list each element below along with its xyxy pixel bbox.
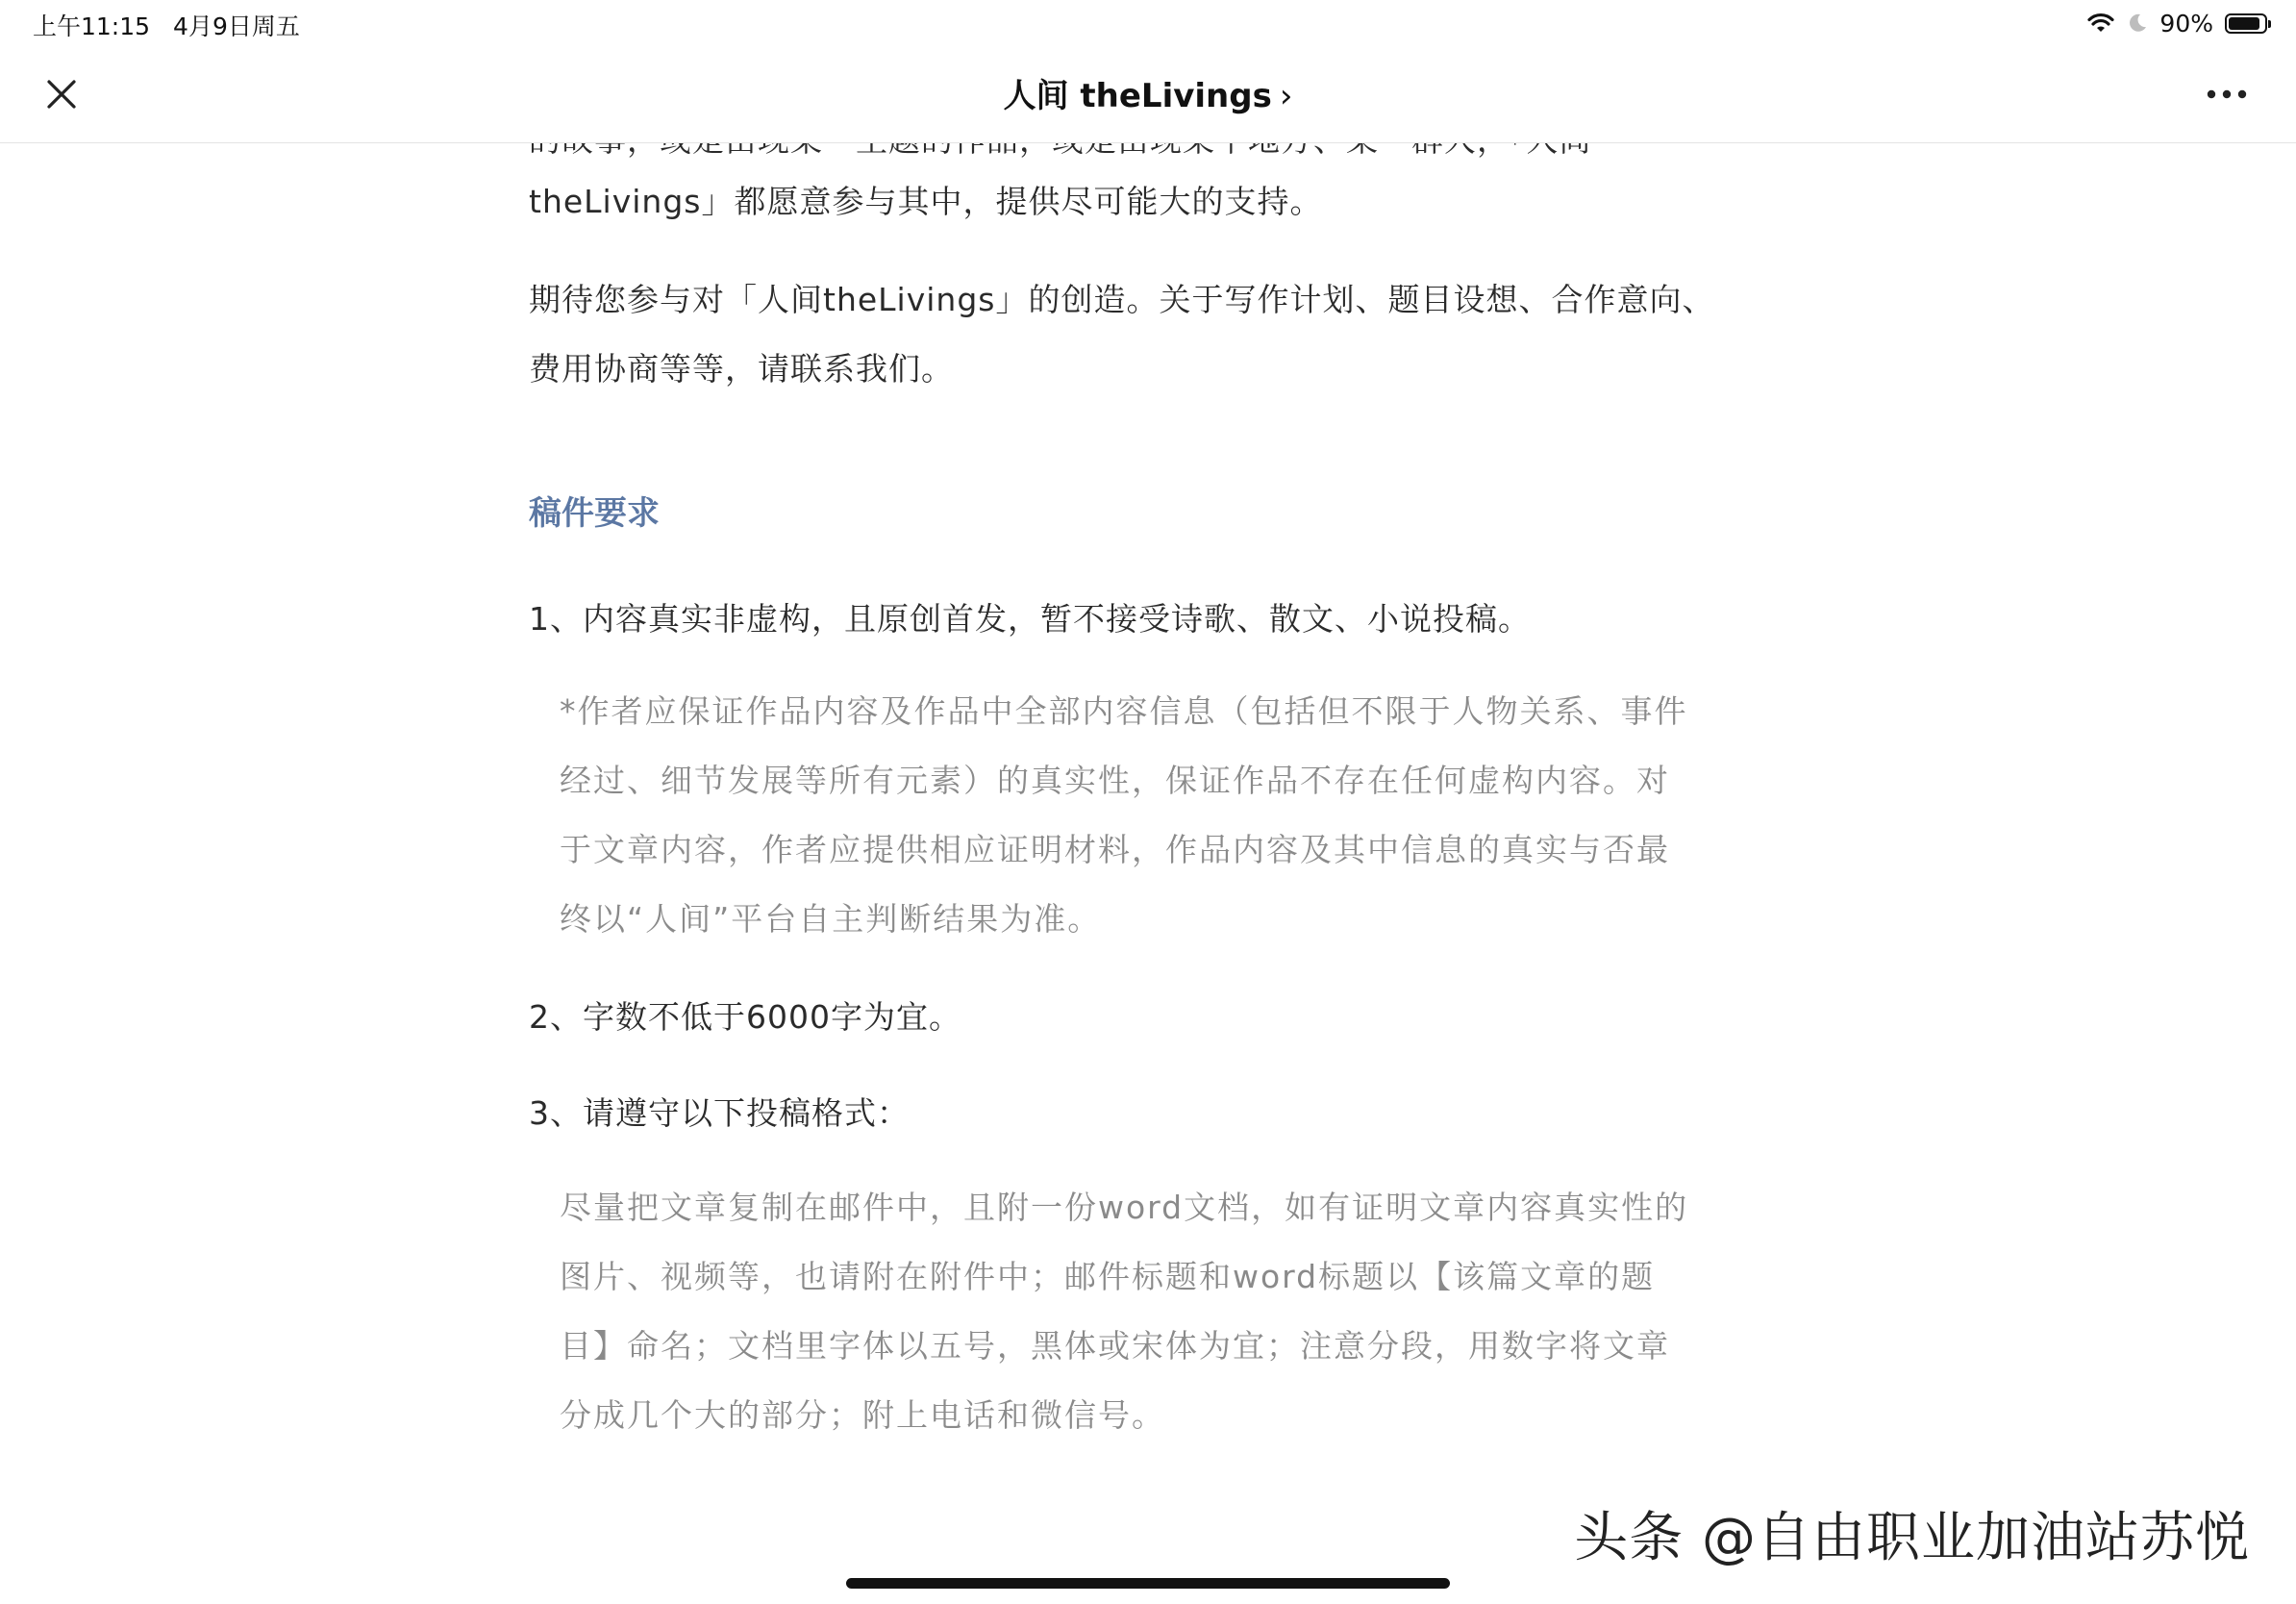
chevron-right-icon: › (1279, 77, 1293, 115)
status-indicators (2086, 8, 2267, 38)
paragraph-line: 期待您参与对「人间theLivings」的创造。关于写作计划、题目设想、合作意向、 (529, 281, 1715, 318)
wifi-icon (2086, 12, 2115, 35)
requirement-3: 3、请遵守以下投稿格式： (529, 1094, 910, 1132)
status-time-date (33, 8, 323, 42)
nav-bar (0, 44, 2296, 143)
status-bar (0, 0, 2296, 44)
section-heading: 稿件要求 (529, 494, 660, 533)
article-body (529, 96, 1779, 1450)
more-dots-icon (2206, 88, 2248, 100)
status-time: 上午11:15 (33, 13, 151, 40)
more-button[interactable] (2192, 67, 2261, 121)
note-line: 目】命名；文档里字体以五号，黑体或宋体为宜；注意分段，用数字将文章 (560, 1327, 1670, 1365)
battery-fill (2229, 17, 2259, 30)
requirement-1: 1、内容真实非虚构，且原创首发，暂不接受诗歌、散文、小说投稿。 (529, 600, 1531, 638)
paragraph-line: 费用协商等等，请联系我们。 (529, 350, 954, 388)
note-line: 经过、细节发展等所有元素）的真实性，保证作品不存在任何虚构内容。对 (560, 762, 1670, 799)
note-line: 尽量把文章复制在邮件中，且附一份word文档，如有证明文章内容真实性的 (560, 1189, 1689, 1226)
requirement-2: 2、字数不低于6000字为宜。 (529, 998, 961, 1036)
moon-icon (2127, 13, 2148, 34)
account-title-link[interactable] (0, 69, 2296, 116)
paragraph-line: theLivings」都愿意参与其中，提供尽可能大的支持。 (529, 183, 1323, 220)
note-line: *作者应保证作品内容及作品中全部内容信息（包括但不限于人物关系、事件 (560, 692, 1688, 730)
battery-percent: 90% (2159, 9, 2213, 38)
account-title: 人间 theLivings (1003, 77, 1272, 115)
home-indicator[interactable] (846, 1578, 1450, 1589)
note-line: 于文章内容，作者应提供相应证明材料，作品内容及其中信息的真实与否最 (560, 831, 1670, 868)
battery-icon (2225, 13, 2267, 34)
status-date: 4月9日周五 (173, 13, 300, 40)
note-line: 终以“人间”平台自主判断结果为准。 (560, 900, 1102, 938)
watermark: 头条 @自由职业加油站苏悦 (1574, 1507, 2250, 1569)
note-line: 分成几个大的部分；附上电话和微信号。 (560, 1396, 1165, 1434)
note-line: 图片、视频等，也请附在附件中；邮件标题和word标题以【该篇文章的题 (560, 1258, 1656, 1295)
